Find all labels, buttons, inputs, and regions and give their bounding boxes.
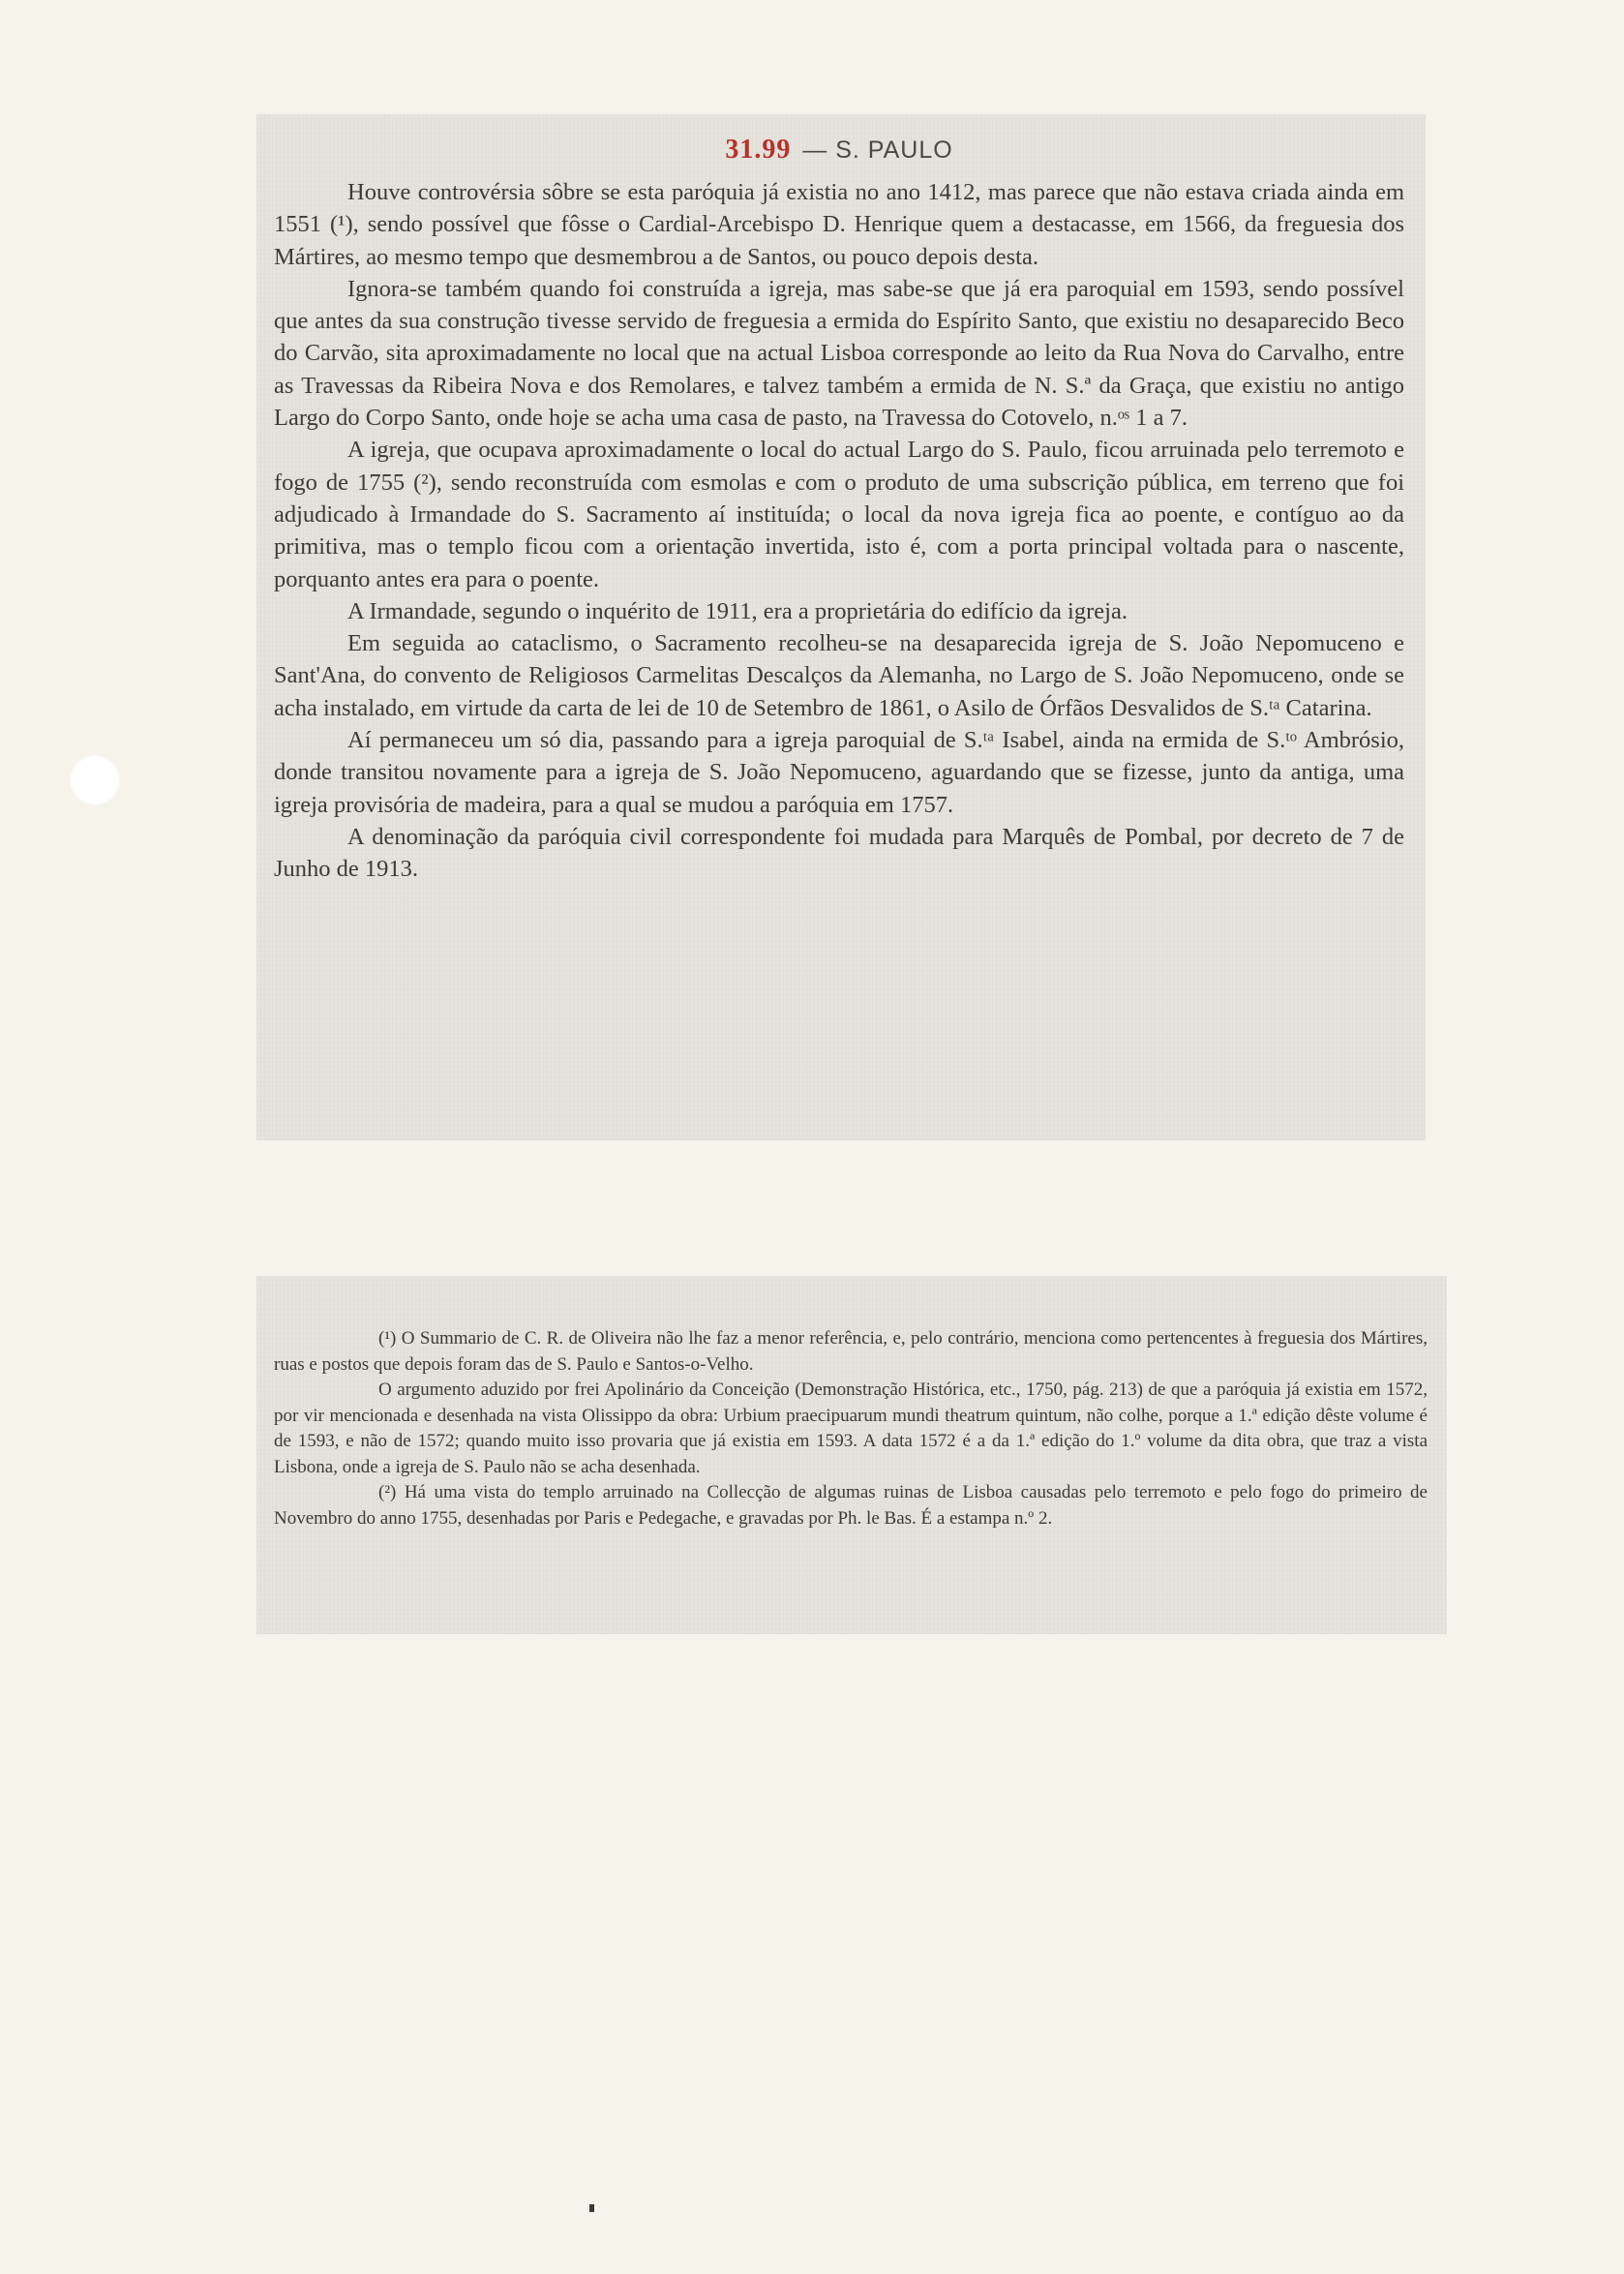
body-paragraph-3: A igreja, que ocupava aproximadamente o local do actual Largo do S. Paulo, ficou arruinada pelo terremoto e fogo de 1755 (²), sendo reconstruída com esmolas e com o produto de uma subscrição pública, em terreno que foi adjudicado à Irmandade do S. Sacramento aí instituída; o local da nova igreja fica ao poente, e contíguo ao da primitiva, mas o templo ficou com a orientação invertida, isto é, com a porta principal voltada para o nascente, porquanto antes era para o poente. (274, 437, 1404, 592)
footnote-1-continued: O argumento aduzido por frei Apolinário da Conceição (Demonstração Histórica, etc., 1750, pág. 213) de que a paróquia já existia em 1572, por vir mencionada e desenhada na vista Olissippo da obra: Urbium praecipuarum mundi theatrum quintum, não colhe, porque a 1.ª edição dêste volume é de 1593, e não de 1572; quando muito isso provaria que já existia em 1593. A data 1572 é a da 1.ª edição do 1.º volume da dita obra, que traz a vista Lisbona, onde a igreja de S. Paulo não se acha desenhada. (274, 1380, 1428, 1477)
page-mark (589, 2204, 594, 2212)
punch-hole (70, 755, 120, 805)
footnote-1: (¹) O Summario de C. R. de Oliveira não lhe faz a menor referência, e, pelo contrário, menciona como pertencentes à freguesia dos Mártires, ruas e postos que depois foram das de S. Paulo e Santos-o-Velho. (274, 1328, 1428, 1375)
footnotes-clipping (256, 1276, 1447, 1634)
main-text-clipping (256, 114, 1426, 1140)
page-title: — S. PAULO (802, 136, 953, 164)
body-paragraph-7: A denominação da paróquia civil correspondente foi mudada para Marquês de Pombal, por decreto de 7 de Junho de 1913. (274, 823, 1404, 883)
body-paragraph-2: Ignora-se também quando foi construída a igreja, mas sabe-se que já era paroquial em 1593, sendo possível que antes da sua construção tivesse servido de freguesia a ermida do Espírito Santo, que existiu no desaparecido Beco do Carvão, sita aproximadamente no local que na actual Lisboa corresponde ao leito da Rua Nova do Carvalho, entre as Travessas da Ribeira Nova e dos Remolares, e talvez também a ermida de N. S.ª da Graça, que existiu no antigo Largo do Corpo Santo, onde hoje se acha uma casa de pasto, na Travessa do Cotovelo, n.ᵒˢ 1 a 7. (274, 275, 1404, 432)
footnote-2: (²) Há uma vista do templo arruinado na Collecção de algumas ruinas de Lisboa causadas pelo terremoto e pelo fogo do primeiro de Novembro do anno 1755, desenhadas por Paris e Pedegache, e gravadas por Ph. le Bas. É a estampa n.º 2. (274, 1482, 1428, 1529)
page-header (274, 136, 1404, 165)
body-paragraph-1: Houve controvérsia sôbre se esta paróquia já existia no ano 1412, mas parece que não estava criada ainda em 1551 (¹), sendo possível que fôsse o Cardial-Arcebispo D. Henrique quem a destacasse, em 1566, da freguesia dos Mártires, ao mesmo tempo que desmembrou a de Santos, ou pouco depois desta. (274, 179, 1404, 270)
body-paragraph-6: Aí permaneceu um só dia, passando para a igreja paroquial de S.ᵗᵃ Isabel, ainda na ermida de S.ᵗᵒ Ambrósio, donde transitou novamente para a igreja de S. João Nepomuceno, aguardando que se fizesse, junto da antiga, uma igreja provisória de madeira, para a qual se mudou a paróquia em 1757. (274, 727, 1404, 818)
body-paragraph-5: Em seguida ao cataclismo, o Sacramento recolheu-se na desaparecida igreja de S. João Nepomuceno e Sant'Ana, do convento de Religiosos Carmelitas Descalços da Alemanha, no Largo de S. João Nepomuceno, onde se acha instalado, em virtude da carta de lei de 10 de Setembro de 1861, o Asilo de Órfãos Desvalidos de S.ᵗᵃ Catarina. (274, 630, 1404, 721)
body-paragraph-4: A Irmandade, segundo o inquérito de 1911, era a proprietária do edifício da igreja. (347, 597, 1128, 624)
catalog-stamp: 31.99 (725, 135, 792, 165)
